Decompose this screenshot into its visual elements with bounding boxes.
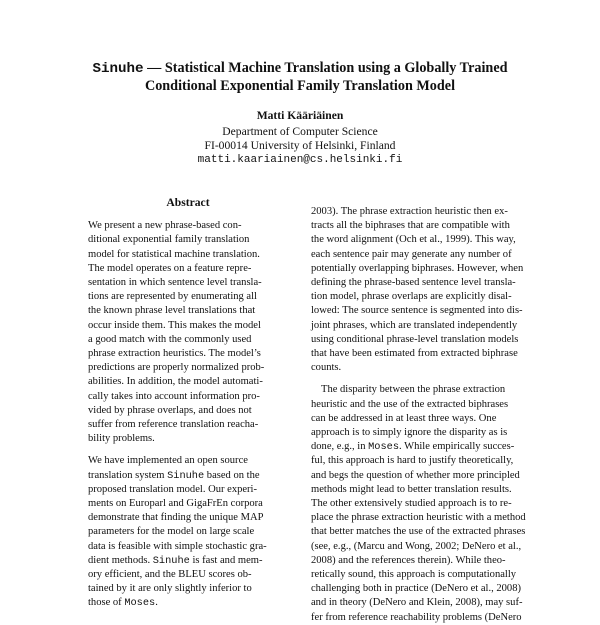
text-line: sentation in which sentence level transla- — [88, 277, 262, 289]
body-paragraph-2 — [311, 383, 533, 624]
author-address: FI-00014 University of Helsinki, Finland — [204, 139, 396, 152]
text-line: a good match with the commonly used — [88, 333, 252, 345]
text-line: heuristic and the use of the extracted biphrases — [311, 398, 509, 410]
text-span: done, e.g., in — [311, 441, 369, 453]
text-line — [88, 596, 288, 610]
text-line: the known phrase level translations that — [88, 305, 256, 317]
text-line: occur inside them. This makes the model — [88, 319, 261, 331]
system-name-inline: Sinuhe — [152, 554, 190, 567]
text-span: . — [155, 597, 158, 609]
title-line-1-text: — Statistical Machine Translation using a Globally Trained — [143, 60, 508, 76]
moses-inline: Moses — [124, 597, 156, 610]
text-line: phrase extraction heuristics. The model’s — [88, 348, 261, 360]
text-line: data is feasible with simple stochastic gra- — [88, 540, 267, 552]
text-span: translation system — [88, 469, 168, 481]
text-span: dient methods. — [88, 554, 153, 566]
text-line: using conditional phrase-level translation models — [311, 333, 519, 345]
text-line: demonstrate that finding the unique MAP — [88, 512, 264, 524]
left-column — [88, 196, 288, 611]
abstract-paragraph-1 — [88, 219, 288, 446]
author-name: Matti Kääriäinen — [256, 109, 344, 122]
title-line-2: Conditional Exponential Family Translation Model — [144, 78, 456, 94]
text-line: We have implemented an open source — [88, 455, 248, 467]
paper-title — [60, 60, 540, 95]
text-line — [88, 469, 288, 483]
body-paragraph-1 — [311, 205, 533, 375]
text-line: ory efficient, and the BLEU scores ob- — [88, 569, 252, 581]
author-block — [100, 109, 500, 167]
text-line: that better matches the use of the extracted phrases — [311, 526, 526, 538]
moses-inline: Moses — [368, 441, 400, 454]
author-department: Department of Computer Science — [222, 125, 378, 138]
text-line: bility problems. — [88, 433, 155, 445]
text-line: fer from reference reachability problems (DeNero — [311, 611, 522, 623]
system-name: Sinuhe — [92, 61, 144, 77]
text-line: each sentence pair may generate any number of — [311, 248, 512, 260]
text-line: lowed: The source sentence is segmented into dis- — [311, 305, 523, 317]
text-line: and in theory (DeNero and Klein, 2008), may suf- — [311, 597, 523, 609]
text-line: vided by phrase overlaps, and does not — [88, 404, 252, 416]
text-line: retically sound, this approach is computationally — [311, 569, 517, 581]
text-line: methods might lead to better translation results. — [311, 483, 512, 495]
text-line: tained by it are only slightly inferior to — [88, 583, 252, 595]
text-line: that have been estimated from extracted biphrase — [311, 348, 518, 360]
text-line — [88, 554, 288, 568]
text-line: ful, this approach is hard to justify theoretically, — [311, 455, 514, 467]
text-line: The other extensively studied approach is to re- — [311, 498, 512, 510]
text-line: tracts all the biphrases that are compatible with — [311, 220, 510, 232]
text-line: (see, e.g., (Marcu and Wong, 2002; DeNero et al., — [311, 540, 522, 552]
text-line: cally takes into account information pro- — [88, 390, 260, 402]
abstract-paragraph-2 — [88, 454, 288, 610]
text-line: counts. — [311, 362, 342, 374]
text-line: ments on Europarl and GigaFrEn corpora — [88, 498, 263, 510]
text-line: place the phrase extraction heuristic with a method — [311, 512, 526, 524]
text-line: abilities. In addition, the model automati- — [88, 376, 263, 388]
text-line: potentially overlapping biphrases. However, when — [311, 262, 524, 274]
text-line: 2003). The phrase extraction heuristic then ex- — [311, 206, 508, 217]
text-line: tion model, phrase overlaps are explicitly disal- — [311, 291, 512, 303]
text-line: parameters for the model on large scale — [88, 526, 255, 538]
text-line: model for statistical machine translation. — [88, 248, 260, 260]
text-span: is fast and mem- — [189, 554, 263, 566]
text-line: the word alignment (Och et al., 1999). This way, — [311, 234, 516, 246]
text-span: . While empirically succes- — [399, 441, 515, 453]
title-line-1 — [60, 60, 540, 78]
text-span: based on the — [204, 469, 260, 481]
text-line: and begs the question of whether more principled — [311, 469, 520, 481]
text-line: The model operates on a feature repre- — [88, 262, 252, 274]
text-span: those of — [88, 597, 125, 609]
text-line: predictions are properly normalized prob- — [88, 362, 265, 374]
text-line: defining the phrase-based sentence level transla- — [311, 277, 516, 289]
author-email[interactable]: matti.kaariainen@cs.helsinki.fi — [197, 154, 403, 166]
text-line: can be addressed in at least three ways. One — [311, 412, 497, 424]
right-column — [311, 205, 533, 625]
system-name-inline: Sinuhe — [167, 469, 205, 482]
text-line: We present a new phrase-based con- — [88, 220, 242, 232]
text-line: The disparity between the phrase extraction — [321, 384, 506, 396]
abstract-heading: Abstract — [166, 196, 210, 209]
text-line — [311, 440, 533, 454]
text-line: approach is to simply ignore the disparity as is — [311, 427, 508, 439]
text-line: 2008) and the references therein). While theo- — [311, 554, 506, 566]
text-line: suffer from reference translation reacha- — [88, 419, 259, 431]
text-line: ditional exponential family translation — [88, 234, 250, 246]
text-line: joint phrases, which are translated independently — [311, 319, 518, 331]
text-line: proposed translation model. Our experi- — [88, 483, 257, 495]
text-line: challenging both in practice (DeNero et al., 2008) — [311, 583, 521, 595]
text-line: tions are represented by enumerating all — [88, 291, 257, 303]
